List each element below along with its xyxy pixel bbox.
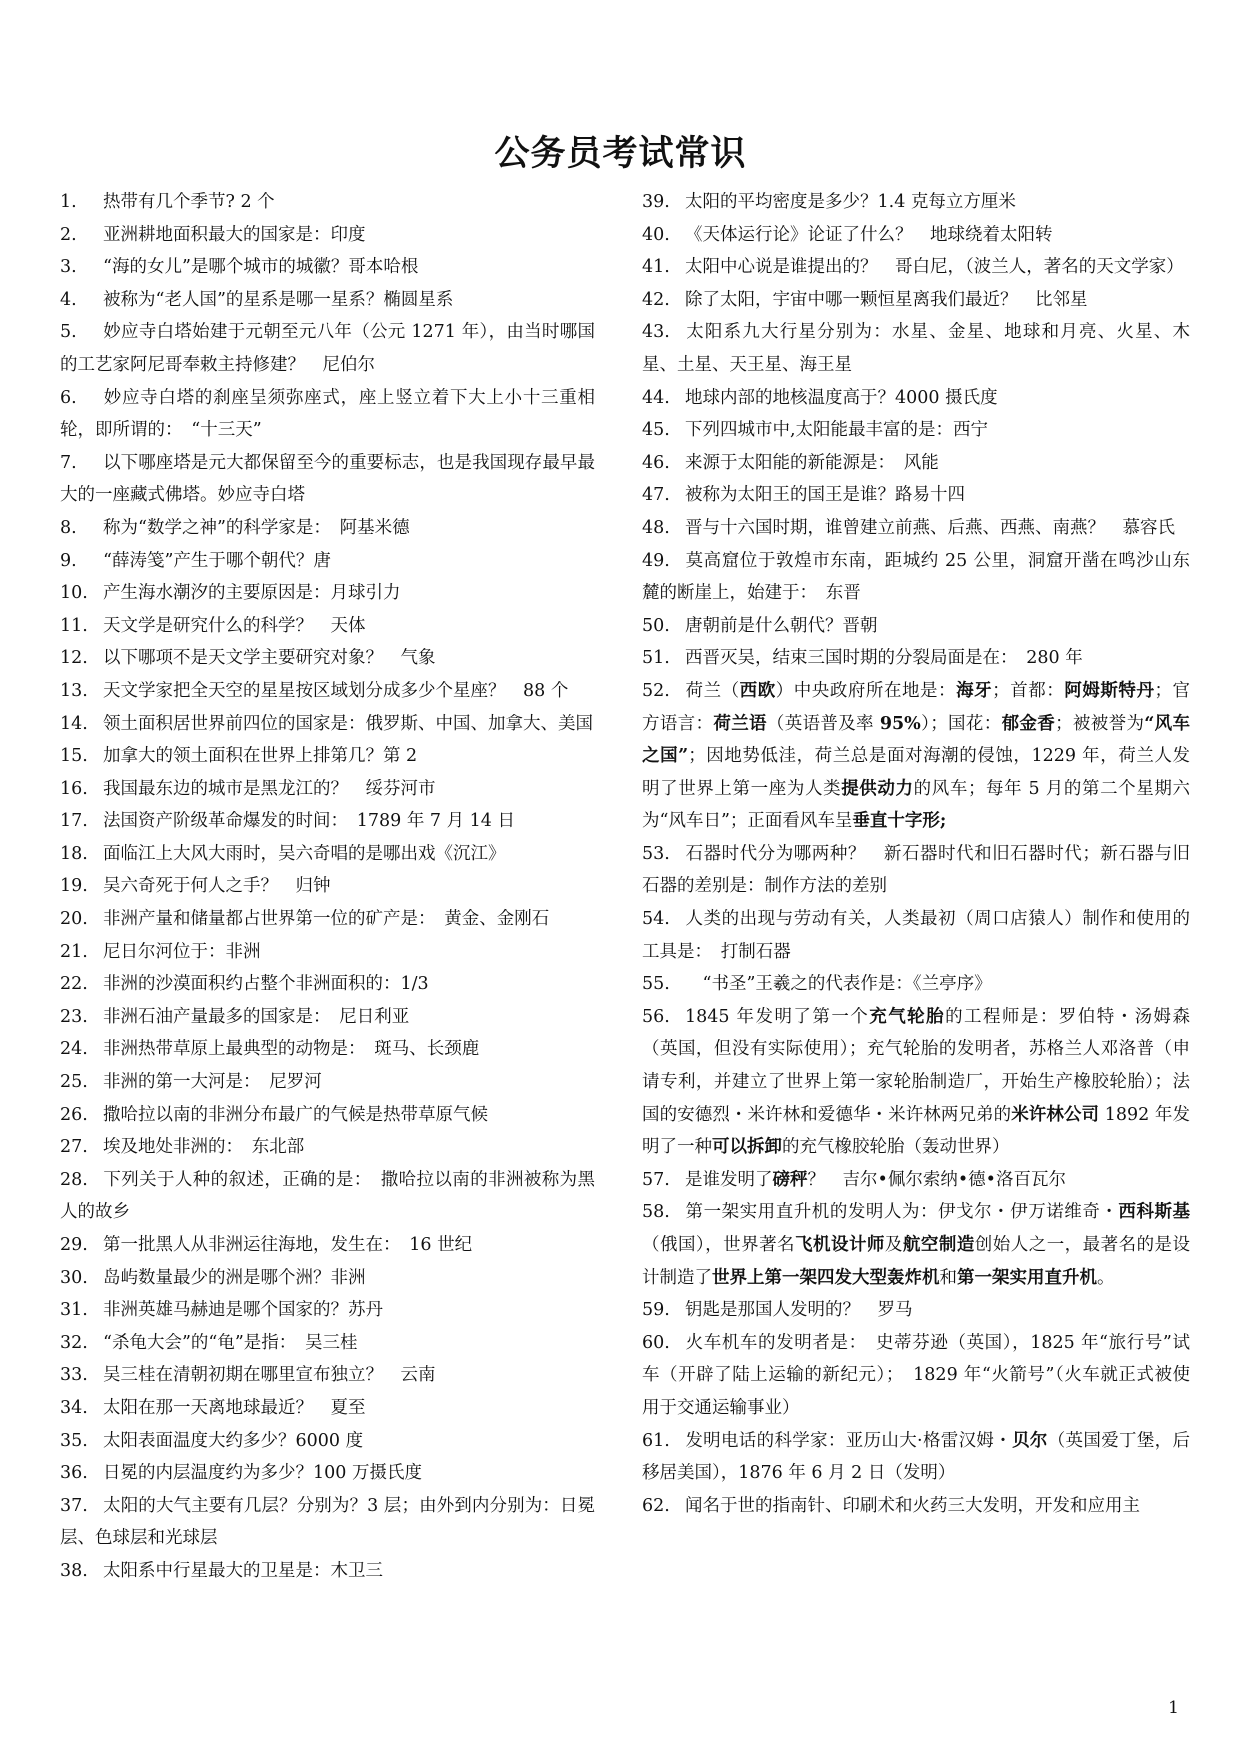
item-number: 20. (60, 909, 88, 930)
item-text: 荷兰（ (685, 680, 740, 701)
item-text: ）中央政府所在地是： (775, 680, 957, 701)
question-item (60, 447, 595, 512)
item-number: 15. (60, 746, 88, 767)
question-item (642, 1001, 1190, 1164)
question-item (60, 1229, 595, 1262)
item-text: 1845 年发明了第一个 (685, 1006, 870, 1027)
item-text-bold: 西欧 (739, 680, 776, 701)
item-text: “海的女儿”是哪个城市的城徽？哥本哈根 (103, 257, 419, 278)
item-text-bold: 郁金香 (1001, 713, 1056, 734)
item-text: 非洲热带草原上最典型的动物是： 斑马、长颈鹿 (103, 1039, 480, 1060)
question-item (60, 1490, 595, 1555)
item-number: 35. (60, 1430, 88, 1451)
item-text-bold: 磅秤 (772, 1169, 808, 1190)
item-text-bold: 飞机设计师 (795, 1235, 885, 1255)
item-text: 被称为太阳王的国王是谁？路易十四 (685, 485, 965, 506)
question-item (60, 1164, 595, 1229)
item-number: 41. (642, 257, 670, 278)
item-text: 。 (1097, 1267, 1115, 1288)
question-item (642, 316, 1190, 381)
question-item (60, 610, 595, 643)
question-item (60, 1131, 595, 1164)
item-text: 1892 年发明了一种 (642, 1104, 1190, 1158)
item-text: 钥匙是那国人发明的？ 罗马 (685, 1300, 913, 1321)
question-item (60, 1327, 595, 1360)
item-text: ）；国花： (920, 713, 1002, 734)
item-number: 3. (60, 257, 77, 278)
question-item (60, 219, 595, 252)
question-item (60, 805, 595, 838)
question-item (642, 382, 1190, 415)
item-text: 产生海水潮汐的主要原因是：月球引力 (103, 583, 401, 604)
item-text: ；官方语言： (642, 680, 1191, 734)
item-text: 称为“数学之神”的科学家是： 阿基米德 (103, 517, 410, 538)
question-item (60, 251, 595, 284)
item-text: 非洲的第一大河是： 尼罗河 (103, 1072, 322, 1093)
question-item (642, 414, 1190, 447)
item-number: 4. (60, 289, 77, 310)
item-text: 尼日尔河位于：非洲 (103, 941, 261, 962)
item-text: 人类的出现与劳动有关，人类最初（周口店猿人）制作和使用的工具是： 打制石器 (642, 909, 1190, 962)
item-text: 火车机车的发明者是： 史蒂芬逊（英国），1825 年“旅行号”试车（开辟了陆上运输的新纪元）； 1829 年“火箭号”（火车就正式被使用于交通运输事业） (642, 1332, 1190, 1418)
item-number: 36. (60, 1463, 88, 1484)
question-item (60, 708, 595, 741)
item-number: 42. (642, 289, 670, 310)
question-item (60, 1392, 595, 1425)
question-item (60, 903, 595, 936)
item-number: 61. (642, 1430, 670, 1451)
question-item (642, 968, 1190, 1001)
item-text-bold: “风车之国” (642, 713, 1191, 767)
question-item (60, 675, 595, 708)
item-text: 下列四城市中,太阳能最丰富的是：西宁 (685, 420, 989, 441)
question-item (60, 545, 595, 578)
item-text: 天文学是研究什么的科学？ 天体 (103, 615, 366, 636)
item-text: 被称为“老人国”的星系是哪一星系？椭圆星系 (103, 289, 454, 310)
item-number: 44. (642, 387, 670, 408)
item-number: 25. (60, 1072, 88, 1093)
item-text: 非洲石油产量最多的国家是： 尼日利亚 (103, 1006, 410, 1027)
question-item (60, 1294, 595, 1327)
item-text-bold: 充气轮胎 (869, 1006, 946, 1027)
question-item (60, 740, 595, 773)
item-number: 34. (60, 1397, 88, 1418)
item-text: 以下哪座塔是元大都保留至今的重要标志，也是我国现存最早最大的一座藏式佛塔。妙应寺白塔 (60, 452, 595, 506)
item-number: 51. (642, 648, 670, 669)
item-text: 面临江上大风大雨时，吴六奇唱的是哪出戏《沉江》 (103, 843, 506, 864)
item-text: 太阳系九大行星分别为：水星、金星、地球和月亮、火星、木星、土星、天王星、海王星 (642, 322, 1190, 375)
question-item (642, 1490, 1190, 1523)
question-item (642, 1196, 1190, 1294)
item-number: 43. (642, 322, 670, 343)
item-number: 29. (60, 1235, 88, 1255)
question-item (642, 642, 1190, 675)
item-number: 7. (60, 452, 77, 473)
item-text: 及 (884, 1235, 903, 1255)
item-number: 45. (642, 420, 670, 441)
item-text-bold: 可以拆卸 (712, 1137, 782, 1158)
item-text: 地球内部的地核温度高于？4000 摄氏度 (685, 387, 998, 408)
item-text: 撒哈拉以南的非洲分布最广的气候是热带草原气候 (103, 1104, 488, 1125)
item-text-bold: 阿姆斯特丹 (1064, 680, 1155, 701)
page-number: 1 (1168, 1698, 1179, 1718)
item-number: 18. (60, 843, 88, 864)
question-item (60, 1033, 595, 1066)
item-number: 14. (60, 713, 88, 734)
item-text: ；因地势低洼，荷兰总是面对海潮的侵蚀，1229 年，荷兰人发明了世界上第一座为人类 (642, 746, 1190, 799)
item-text: “杀龟大会”的“龟”是指： 吴三桂 (103, 1332, 358, 1353)
item-number: 39. (642, 192, 670, 212)
question-item (60, 1099, 595, 1132)
item-text: 下列关于人种的叙述，正确的是： 撒哈拉以南的非洲被称为黑人的故乡 (60, 1169, 595, 1223)
item-text: （俄国），世界著名 (642, 1235, 796, 1255)
item-text: 非洲产量和储量都占世界第一位的矿产是： 黄金、金刚石 (103, 909, 550, 930)
item-number: 16. (60, 778, 88, 799)
item-text: 石器时代分为哪两种？ 新石器时代和旧石器时代；新石器与旧石器的差别是：制作方法的差别 (642, 843, 1190, 897)
item-text: 唐朝前是什么朝代？晋朝 (685, 615, 878, 636)
question-item (60, 316, 595, 381)
item-text: 吴六奇死于何人之手？ 归钟 (103, 876, 331, 897)
question-item (60, 838, 595, 871)
item-text: ；被被誉为 (1055, 713, 1145, 734)
question-item (60, 512, 595, 545)
item-text: 日冕的内层温度约为多少？100 万摄氏度 (103, 1463, 422, 1484)
question-item (60, 968, 595, 1001)
item-text: 第一批黑人从非洲运往海地，发生在： 16 世纪 (103, 1235, 473, 1255)
item-number: 10. (60, 583, 88, 604)
item-number: 31. (60, 1300, 88, 1321)
question-item (642, 903, 1190, 968)
item-text: 西晋灭吴，结束三国时期的分裂局面是在： 280 年 (685, 648, 1083, 669)
item-text: 以下哪项不是天文学主要研究对象？ 气象 (103, 648, 436, 669)
item-number: 52. (642, 680, 670, 701)
item-text: 闻名于世的指南针、印刷术和火药三大发明，开发和应用主 (685, 1495, 1140, 1516)
question-item (642, 838, 1190, 903)
item-number: 26. (60, 1104, 88, 1125)
question-item (642, 219, 1190, 252)
item-text: 晋与十六国时期，谁曾建立前燕、后燕、西燕、南燕？ 慕容氏 (685, 517, 1175, 538)
item-text-bold: 贝尔 (1012, 1430, 1048, 1451)
question-item (60, 773, 595, 806)
item-text: ？ 吉尔•佩尔索纳•德•洛百瓦尔 (807, 1169, 1066, 1190)
question-item (642, 1164, 1190, 1197)
question-item (60, 936, 595, 969)
item-number: 17. (60, 811, 88, 832)
item-text: （英语普及率 (766, 713, 880, 734)
question-item (60, 1457, 595, 1490)
left-column (60, 186, 595, 1588)
question-item (642, 251, 1190, 284)
item-number: 6. (60, 387, 77, 408)
page-title: 公务员考试常识 (494, 134, 747, 174)
item-text: 的工程师是：罗伯特・汤姆森（英国，但没有实际使用）；充气轮胎的发明者，苏格兰人邓洛普（申请专利，并建立了世界上第一家轮胎制造厂，开始生产橡胶轮胎）；法国的安德烈・米许林和爱德华・米许林两兄弟的 (642, 1006, 1191, 1125)
item-text-bold: 垂直十字形; (852, 811, 947, 832)
item-number: 27. (60, 1137, 88, 1158)
item-number: 1. (60, 192, 77, 212)
item-number: 32. (60, 1332, 88, 1353)
item-number: 59. (642, 1300, 670, 1321)
item-text: 和 (939, 1267, 957, 1288)
item-number: 46. (642, 452, 670, 473)
item-number: 28. (60, 1169, 88, 1190)
item-number: 24. (60, 1039, 88, 1060)
item-text: 法国资产阶级革命爆发的时间： 1789 年 7 月 14 日 (103, 811, 516, 832)
item-text: 太阳的平均密度是多少？1.4 克每立方厘米 (685, 192, 1016, 212)
item-text: “薛涛笺”产生于哪个朝代？唐 (103, 550, 331, 571)
question-item (60, 870, 595, 903)
question-item (642, 1294, 1190, 1327)
item-number: 8. (60, 517, 77, 538)
question-item (60, 186, 595, 219)
item-number: 12. (60, 648, 88, 669)
item-text: 的风车；每年 5 月的第二个星期六为“风车日”；正面看风车呈 (642, 778, 1191, 832)
right-column (642, 186, 1190, 1522)
question-item (60, 642, 595, 675)
question-item (642, 447, 1190, 480)
item-number: 49. (642, 550, 670, 571)
item-number: 33. (60, 1365, 88, 1386)
item-text-bold: 荷兰语 (713, 713, 767, 734)
item-number: 11. (60, 615, 88, 636)
item-text: 是谁发明了 (685, 1169, 773, 1190)
item-text: 埃及地处非洲的： 东北部 (103, 1137, 305, 1158)
item-text: 的充气橡胶轮胎（轰动世界） (782, 1137, 1010, 1158)
item-text-bold: 95% (879, 713, 921, 734)
question-item (60, 577, 595, 610)
item-number: 30. (60, 1267, 88, 1288)
item-text: 太阳表面温度大约多少？6000 度 (103, 1430, 364, 1451)
item-text-bold: 西科斯基 (1118, 1202, 1191, 1223)
item-number: 57. (642, 1169, 670, 1190)
question-item (642, 512, 1190, 545)
question-item (642, 545, 1190, 610)
item-number: 53. (642, 843, 670, 864)
item-number: 9. (60, 550, 77, 571)
question-item (642, 479, 1190, 512)
item-number: 23. (60, 1006, 88, 1027)
item-number: 21. (60, 941, 88, 962)
item-text-bold: 世界上第一架四发大型轰炸机 (712, 1267, 940, 1288)
item-text: 吴三桂在清朝初期在哪里宣布独立？ 云南 (103, 1365, 436, 1386)
item-number: 62. (642, 1495, 670, 1516)
item-text-bold: 提供动力 (841, 778, 914, 799)
item-text: 发明电话的科学家：亚历山大·格雷汉姆・ (685, 1430, 1013, 1451)
question-item (642, 1327, 1190, 1425)
item-number: 47. (642, 485, 670, 506)
item-text: “书圣”王羲之的代表作是：《兰亭序》 (685, 974, 992, 995)
item-text-bold: 第一架实用直升机 (957, 1267, 1097, 1288)
question-item (642, 1425, 1190, 1490)
item-text: 加拿大的领土面积在世界上排第几？第 2 (103, 746, 418, 767)
item-number: 37. (60, 1495, 88, 1516)
item-text: 第一架实用直升机的发明人为：伊戈尔・伊万诺维奇・ (685, 1202, 1119, 1223)
question-item (60, 382, 595, 447)
question-item (642, 610, 1190, 643)
question-item (60, 1359, 595, 1392)
item-text: （英国爱丁堡，后移居美国），1876 年 6 月 2 日（发明） (642, 1430, 1191, 1484)
item-number: 38. (60, 1560, 88, 1581)
item-text: 非洲英雄马赫迪是哪个国家的？苏丹 (103, 1300, 383, 1321)
item-text: 妙应寺白塔始建于元朝至元八年（公元 1271 年），由当时哪国的工艺家阿尼哥奉敕主持修建？ 尼伯尔 (60, 322, 595, 375)
item-text: 太阳中心说是谁提出的？ 哥白尼，（波兰人，著名的天文学家） (685, 257, 1184, 278)
question-item (60, 1066, 595, 1099)
question-item (60, 1555, 595, 1588)
item-text: 岛屿数量最少的洲是哪个洲？非洲 (103, 1267, 366, 1288)
item-text: 来源于太阳能的新能源是： 风能 (685, 452, 939, 473)
item-number: 56. (642, 1006, 670, 1027)
item-text: 我国最东边的城市是黑龙江的？ 绥芬河市 (103, 778, 436, 799)
item-text-bold: 海牙 (956, 680, 993, 701)
item-number: 22. (60, 974, 88, 995)
question-item (60, 1262, 595, 1295)
item-text: 非洲的沙漠面积约占整个非洲面积的：1/3 (103, 974, 429, 995)
question-item (642, 675, 1190, 838)
item-text: ；首都： (992, 680, 1065, 701)
item-text: 除了太阳，宇宙中哪一颗恒星离我们最近？ 比邻星 (685, 289, 1088, 310)
item-number: 58. (642, 1202, 670, 1223)
item-text: 太阳的大气主要有几层？分别为？3 层；由外到内分别为：日冕层、色球层和光球层 (60, 1495, 595, 1549)
item-text: 热带有几个季节? 2 个 (103, 192, 275, 212)
question-item (60, 284, 595, 317)
item-text: 亚洲耕地面积最大的国家是：印度 (103, 224, 366, 245)
item-text: 《天体运行论》论证了什么？ 地球绕着太阳转 (685, 224, 1053, 245)
item-text: 莫高窟位于敦煌市东南，距城约 25 公里，洞窟开凿在鸣沙山东麓的断崖上，始建于： 东晋 (642, 550, 1190, 604)
item-text: 妙应寺白塔的刹座呈须弥座式，座上竖立着下大上小十三重相轮，即所谓的： “十三天” (60, 387, 595, 441)
item-number: 2. (60, 224, 77, 245)
question-item (60, 1001, 595, 1034)
item-number: 60. (642, 1332, 670, 1353)
item-text: 太阳在那一天离地球最近？ 夏至 (103, 1397, 366, 1418)
question-item (60, 1425, 595, 1458)
item-number: 55. (642, 974, 670, 995)
item-number: 54. (642, 909, 670, 930)
item-text-bold: 米许林公司 (1011, 1104, 1100, 1125)
item-number: 40. (642, 224, 670, 245)
question-item (642, 186, 1190, 219)
item-text: 太阳系中行星最大的卫星是：木卫三 (103, 1560, 383, 1581)
item-number: 5. (60, 322, 77, 343)
item-text: 创始人之一，最著名的是设计制造了 (642, 1235, 1191, 1288)
item-text: 领土面积居世界前四位的国家是：俄罗斯、中国、加拿大、美国 (103, 713, 593, 734)
item-number: 19. (60, 876, 88, 897)
item-text-bold: 航空制造 (902, 1235, 975, 1255)
item-text: 天文学家把全天空的星星按区域划分成多少个星座？ 88 个 (103, 680, 569, 701)
item-number: 48. (642, 517, 670, 538)
item-number: 13. (60, 680, 88, 701)
item-number: 50. (642, 615, 670, 636)
question-item (642, 284, 1190, 317)
